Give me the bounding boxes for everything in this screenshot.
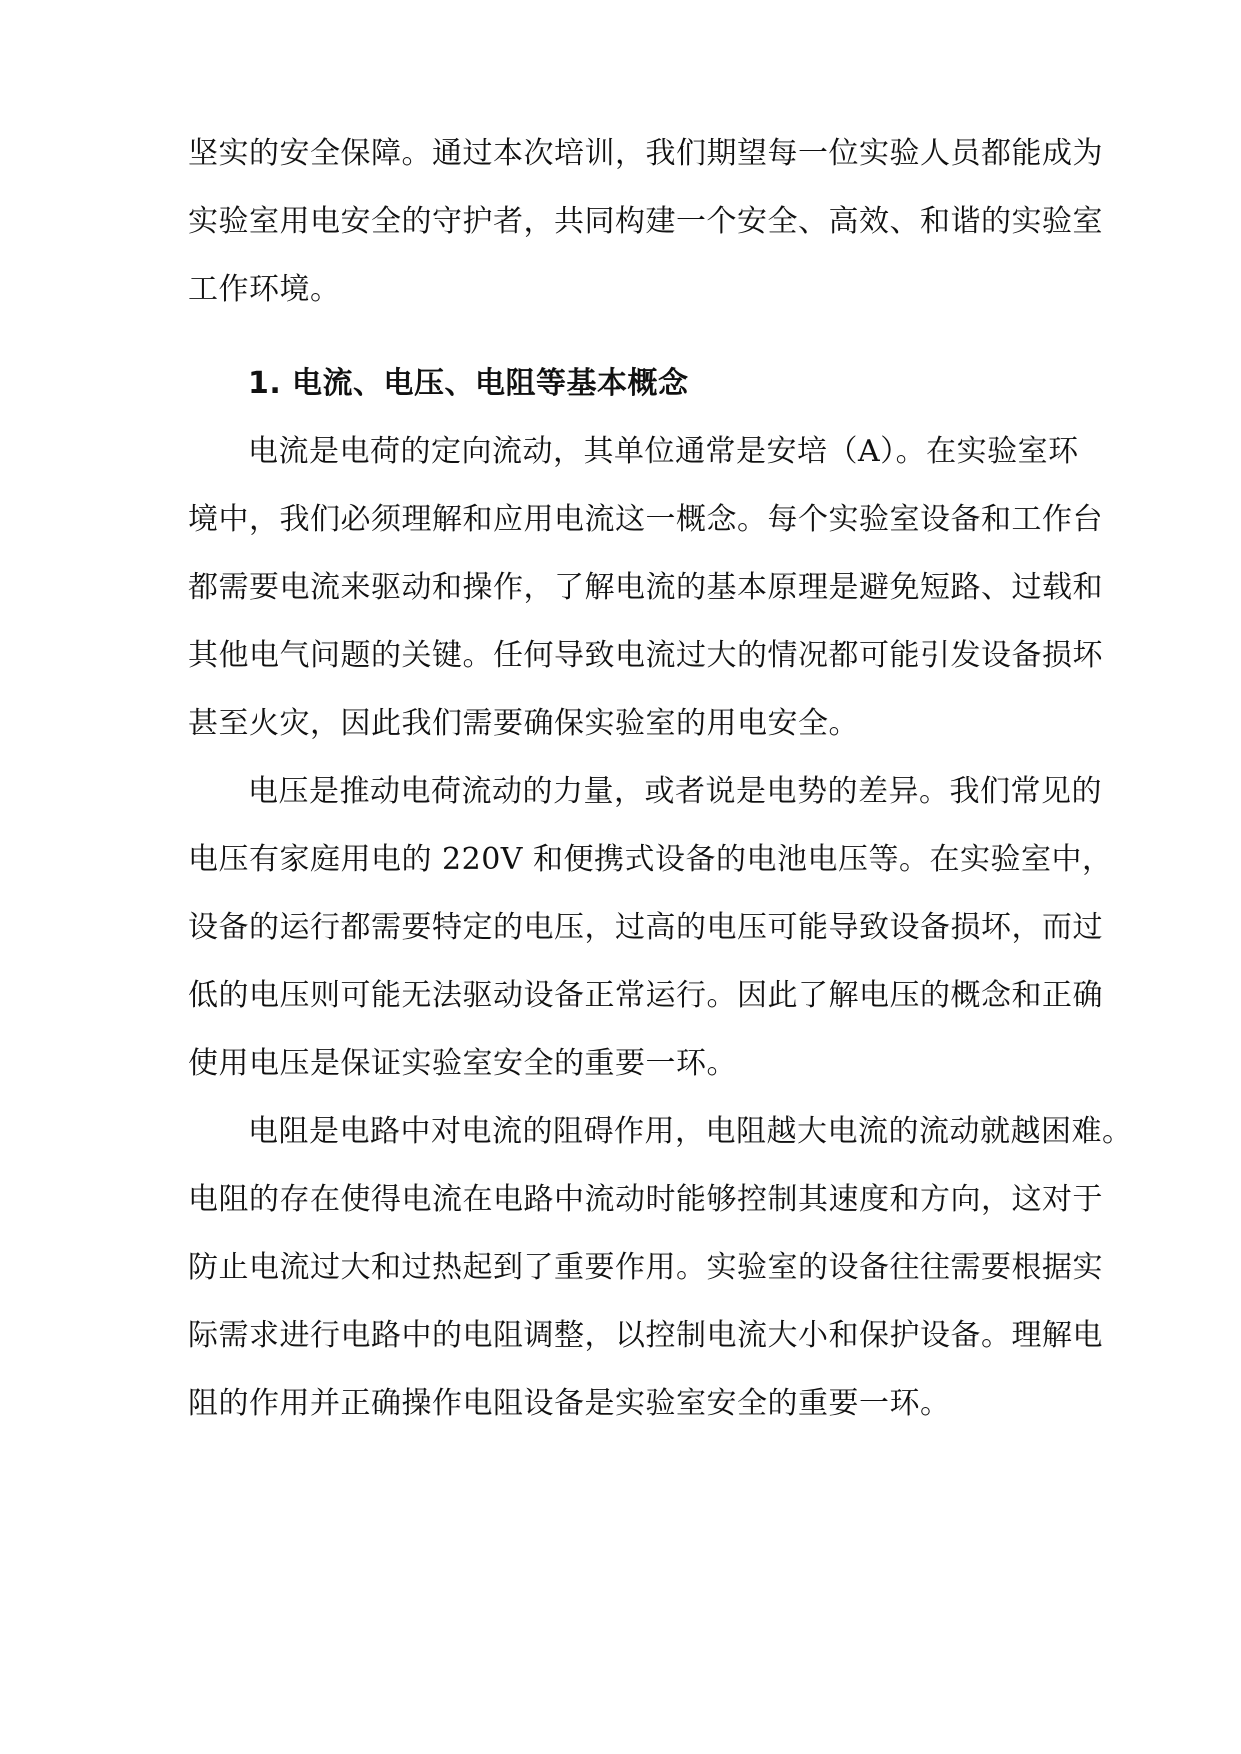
section-title: 电流、电压、电阻等基本概念 (292, 366, 689, 401)
paragraph-line: 使用电压是保证实验室安全的重要一环。 (188, 1046, 737, 1081)
intro-line: 实验室用电安全的守护者，共同构建一个安全、高效、和谐的实验室 (188, 204, 1103, 239)
paragraph-line: 其他电气问题的关键。任何导致电流过大的情况都可能引发设备损坏 (188, 638, 1103, 673)
paragraph-line: 电压是推动电荷流动的力量，或者说是电势的差异。我们常见的 (248, 774, 1102, 809)
intro-line: 坚实的安全保障。通过本次培训，我们期望每一位实验人员都能成为 (188, 136, 1103, 171)
paragraph-line: 甚至火灾，因此我们需要确保实验室的用电安全。 (188, 706, 859, 741)
paragraph-line: 阻的作用并正确操作电阻设备是实验室安全的重要一环。 (188, 1386, 951, 1421)
paragraph-line: 防止电流过大和过热起到了重要作用。实验室的设备往往需要根据实 (188, 1250, 1103, 1285)
paragraph-line: 境中，我们必须理解和应用电流这一概念。每个实验室设备和工作台 (188, 502, 1103, 537)
section-number: 1. (248, 366, 282, 401)
paragraph-line: 电压有家庭用电的 220V 和便携式设备的电池电压等。在实验室中， (188, 842, 1113, 877)
paragraph-line: 设备的运行都需要特定的电压，过高的电压可能导致设备损坏，而过 (188, 910, 1103, 945)
section-heading (248, 364, 1128, 404)
paragraph-line: 低的电压则可能无法驱动设备正常运行。因此了解电压的概念和正确 (188, 978, 1103, 1013)
intro-line: 工作环境。 (188, 272, 341, 307)
paragraph-line: 都需要电流来驱动和操作，了解电流的基本原理是避免短路、过载和 (188, 570, 1103, 605)
paragraph-line: 际需求进行电路中的电阻调整，以控制电流大小和保护设备。理解电 (188, 1318, 1103, 1353)
paragraph-line: 电阻是电路中对电流的阻碍作用，电阻越大电流的流动就越困难。 (248, 1114, 1133, 1149)
paragraph-line: 电流是电荷的定向流动，其单位通常是安培（A）。在实验室环 (248, 434, 1079, 469)
paragraph-line: 电阻的存在使得电流在电路中流动时能够控制其速度和方向，这对于 (188, 1182, 1103, 1217)
